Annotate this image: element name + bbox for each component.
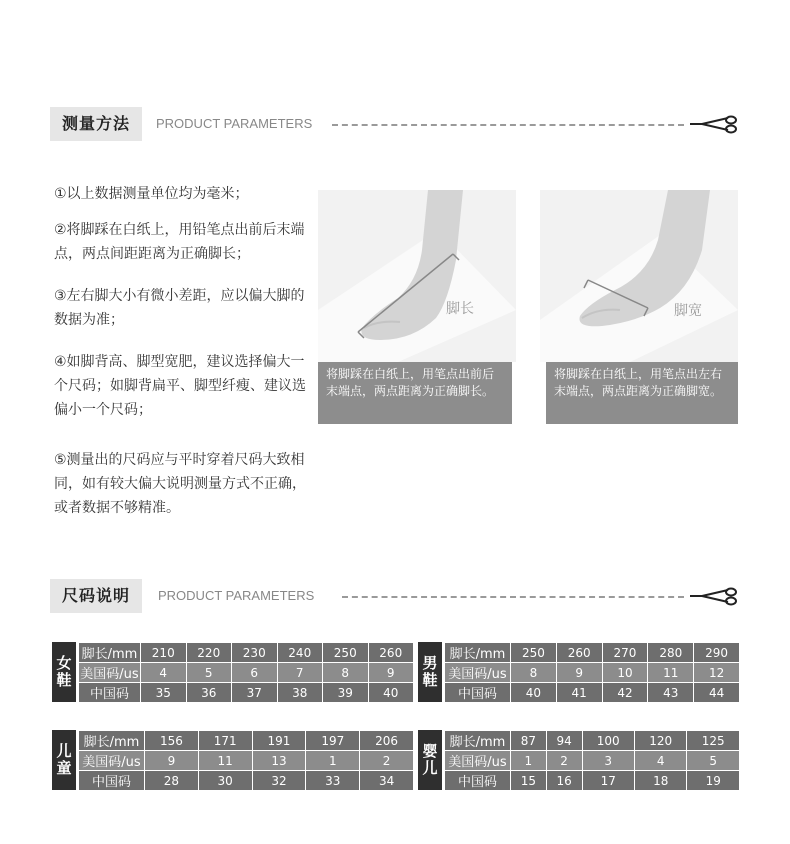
section-title-en: PRODUCT PARAMETERS	[158, 588, 315, 603]
size-table-kids	[52, 730, 414, 790]
table-row: 美国码/us 4 5 6 7 8 9	[79, 663, 414, 683]
section-title-cn: 尺码说明	[50, 579, 142, 613]
scissors-icon	[688, 112, 740, 136]
section-title-cn: 测量方法	[50, 107, 142, 141]
instruction-2: ②将脚踩在白纸上，用铅笔点出前后末端点，两点间距距离为正确脚长；	[54, 222, 305, 262]
size-grid	[78, 642, 414, 703]
foot-length-tag: 脚长	[446, 301, 474, 317]
instruction-5: ⑤测量出的尺码应与平时穿着尺码大致相同，如有较大偏大说明测量方式不正确，或者数据不够精准。	[54, 452, 306, 516]
table-row: 美国码/us 9 11 13 1 2	[79, 751, 414, 771]
size-category-label: 女鞋	[52, 642, 76, 702]
size-table-women	[52, 642, 414, 702]
table-row: 脚长/mm 250 260 270 280 290	[445, 643, 740, 663]
foot-length-illustration	[318, 190, 516, 362]
instruction-4: ④如脚背高、脚型宽肥，建议选择偏大一个尺码；如脚背扁平、脚型纤瘦、建议选偏小一个尺码；	[54, 354, 306, 418]
dashed-divider	[342, 596, 684, 598]
foot-width-illustration	[540, 190, 738, 362]
size-grid	[444, 730, 740, 791]
size-table-baby	[418, 730, 740, 790]
size-grid	[444, 642, 740, 703]
table-row: 中国码 15 16 17 18 19	[445, 771, 740, 791]
foot-width-image	[540, 190, 738, 362]
table-row: 中国码 35 36 37 38 39 40	[79, 683, 414, 703]
table-row: 脚长/mm 156 171 191 197 206	[79, 731, 414, 751]
table-row: 中国码 40 41 42 43 44	[445, 683, 740, 703]
dashed-divider	[332, 124, 684, 126]
size-grid	[78, 730, 414, 791]
size-guide-header	[50, 579, 740, 613]
instruction-3: ③左右脚大小有微小差距，应以偏大脚的数据为准；	[54, 288, 305, 328]
size-category-label: 男鞋	[418, 642, 442, 702]
table-row: 美国码/us 1 2 3 4 5	[445, 751, 740, 771]
foot-length-caption: 将脚踩在白纸上，用笔点出前后末端点，两点距离为正确脚长。	[318, 362, 512, 424]
table-row: 脚长/mm 87 94 100 120 125	[445, 731, 740, 751]
foot-width-caption: 将脚踩在白纸上，用笔点出左右末端点，两点距离为正确脚宽。	[546, 362, 738, 424]
table-row: 脚长/mm 210 220 230 240 250 260	[79, 643, 414, 663]
size-category-label: 婴儿	[418, 730, 442, 790]
section-title-en: PRODUCT PARAMETERS	[156, 116, 313, 131]
size-table-men	[418, 642, 740, 702]
instruction-1: ①以上数据测量单位均为毫米；	[54, 186, 249, 202]
table-row: 中国码 28 30 32 33 34	[79, 771, 414, 791]
table-row: 美国码/us 8 9 10 11 12	[445, 663, 740, 683]
scissors-icon	[688, 584, 740, 608]
size-category-label: 儿童	[52, 730, 76, 790]
foot-length-image	[318, 190, 516, 362]
foot-width-tag: 脚宽	[674, 303, 702, 319]
measure-method-header	[50, 107, 740, 141]
